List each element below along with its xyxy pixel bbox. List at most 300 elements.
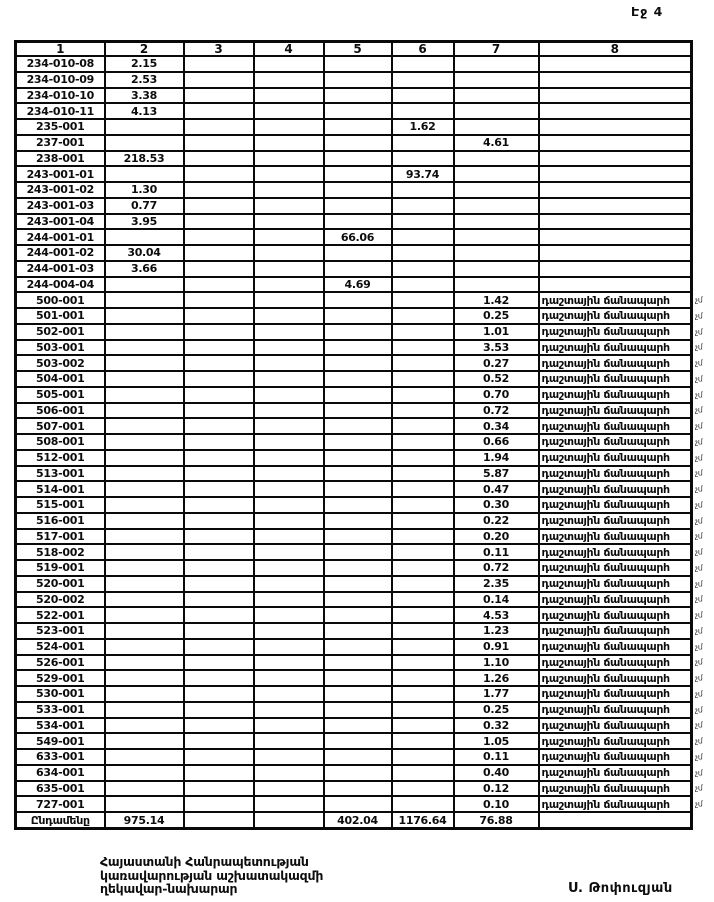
cell-col4 (254, 592, 324, 608)
cell-col1: 501-001 (16, 308, 105, 324)
cell-col7 (454, 88, 539, 104)
cell-col4 (254, 733, 324, 749)
cell-col2 (105, 796, 184, 812)
table-row (16, 450, 692, 466)
cell-col3 (184, 702, 254, 718)
cell-col5 (324, 340, 392, 356)
road-type-label: դաշտային ճանապարհ (541, 577, 670, 591)
cell-col6 (392, 403, 454, 419)
table-row (16, 466, 692, 482)
cell-col4 (254, 245, 324, 261)
table-row (16, 592, 692, 608)
cell-col5 (324, 434, 392, 450)
cell-col6 (392, 623, 454, 639)
table-row (16, 277, 692, 293)
cell-col7: 0.52 (454, 371, 539, 387)
cell-col5 (324, 733, 392, 749)
table-row (16, 796, 692, 812)
cell-col1: 520-001 (16, 576, 105, 592)
cell-col4 (254, 781, 324, 797)
cell-col5: 4.69 (324, 277, 392, 293)
cell-col1: 504-001 (16, 371, 105, 387)
cell-col6 (392, 418, 454, 434)
cell-col4 (254, 292, 324, 308)
column-header: 3 (184, 42, 254, 57)
cell-col6 (392, 277, 454, 293)
cell-col3 (184, 560, 254, 576)
road-type-label: դաշտային ճանապարհ (541, 561, 670, 575)
cell-col7: 0.32 (454, 718, 539, 734)
cell-col5 (324, 182, 392, 198)
margin-note: չմ (695, 547, 703, 557)
margin-note: չմ (695, 421, 703, 431)
cell-col2 (105, 544, 184, 560)
cell-col6 (392, 450, 454, 466)
cell-col2 (105, 718, 184, 734)
road-type-label: դաշտային ճանապարհ (541, 734, 670, 748)
cell-col7: 0.22 (454, 513, 539, 529)
margin-note: չմ (695, 484, 703, 494)
cell-col4 (254, 371, 324, 387)
cell-col2 (105, 513, 184, 529)
cell-col5 (324, 686, 392, 702)
cell-col1: 530-001 (16, 686, 105, 702)
cell-col6 (392, 639, 454, 655)
road-type-label: դաշտային ճանապարհ (541, 766, 670, 780)
cell-col3 (184, 166, 254, 182)
cell-col3 (184, 324, 254, 340)
cell-col4 (254, 702, 324, 718)
cell-col1: 508-001 (16, 434, 105, 450)
cell-col7: 0.70 (454, 387, 539, 403)
cell-col8 (539, 450, 703, 466)
table-row (16, 623, 692, 639)
cell-col5 (324, 529, 392, 545)
cell-col7 (454, 198, 539, 214)
cell-col3 (184, 513, 254, 529)
cell-col8 (539, 103, 692, 119)
cell-col7 (454, 72, 539, 88)
cell-col2 (105, 765, 184, 781)
cell-col8 (539, 72, 692, 88)
cell-col7 (454, 56, 539, 72)
cell-col8 (539, 198, 692, 214)
cell-col3 (184, 387, 254, 403)
cell-col3 (184, 371, 254, 387)
cell-col5 (324, 544, 392, 560)
cell-col7: 0.20 (454, 529, 539, 545)
cell-col6 (392, 670, 454, 686)
cell-col3 (184, 497, 254, 513)
cell-col3 (184, 56, 254, 72)
road-type-label: դաշտային ճանապարհ (541, 545, 670, 559)
cell-col7: 0.11 (454, 749, 539, 765)
road-type-label: դաշտային ճանապարհ (541, 718, 670, 732)
cell-col7: 3.53 (454, 340, 539, 356)
cell-col1: 243-001-03 (16, 198, 105, 214)
road-type-label: դաշտային ճանապարհ (541, 482, 670, 496)
cell-col3 (184, 607, 254, 623)
cell-col6: 93.74 (392, 166, 454, 182)
total-row (16, 812, 692, 829)
table-row (16, 513, 692, 529)
cell-col5 (324, 481, 392, 497)
cell-col3 (184, 151, 254, 167)
cell-col8 (539, 119, 692, 135)
cell-col7 (454, 103, 539, 119)
table-row (16, 639, 692, 655)
cell-col1: 503-001 (16, 340, 105, 356)
cell-col8 (539, 497, 703, 513)
cell-col4 (254, 324, 324, 340)
table-row (16, 481, 692, 497)
table-row (16, 198, 692, 214)
cell-col3 (184, 718, 254, 734)
cell-col6 (392, 308, 454, 324)
cell-col7 (454, 214, 539, 230)
cell-col4 (254, 513, 324, 529)
cell-col2 (105, 655, 184, 671)
margin-note: չմ (695, 783, 703, 793)
cell-col6 (392, 718, 454, 734)
cell-col6 (392, 702, 454, 718)
margin-note: չմ (695, 579, 703, 589)
cell-col7: 1.26 (454, 670, 539, 686)
margin-note: չմ (695, 657, 703, 667)
cell-col6 (392, 387, 454, 403)
cell-col8 (539, 513, 703, 529)
cell-col7: 0.30 (454, 497, 539, 513)
cell-col7: 1.42 (454, 292, 539, 308)
margin-note: չմ (695, 594, 703, 604)
cell-col8 (539, 796, 703, 812)
cell-col8 (539, 324, 703, 340)
cell-col2 (105, 781, 184, 797)
cell-col1: 727-001 (16, 796, 105, 812)
cell-col1: 237-001 (16, 135, 105, 151)
cell-col8 (539, 576, 703, 592)
cell-col3 (184, 623, 254, 639)
cell-col4 (254, 119, 324, 135)
cell-col4 (254, 277, 324, 293)
cell-col5 (324, 450, 392, 466)
table-row (16, 781, 692, 797)
cell-col7: 0.66 (454, 434, 539, 450)
cell-col5 (324, 781, 392, 797)
cell-col4 (254, 497, 324, 513)
cell-col7: 0.72 (454, 560, 539, 576)
road-type-label: դաշտային ճանապարհ (541, 640, 670, 654)
cell-col2 (105, 623, 184, 639)
margin-note: չմ (695, 342, 703, 352)
cell-col8 (539, 765, 703, 781)
cell-col4 (254, 670, 324, 686)
cell-col6 (392, 529, 454, 545)
cell-col5 (324, 655, 392, 671)
cell-col1: 244-001-02 (16, 245, 105, 261)
cell-col6 (392, 103, 454, 119)
cell-col4 (254, 151, 324, 167)
cell-col1: Ընդամենը (16, 812, 105, 829)
cell-col6 (392, 544, 454, 560)
table-row (16, 340, 692, 356)
table-row (16, 749, 692, 765)
cell-col5 (324, 198, 392, 214)
cell-col4 (254, 481, 324, 497)
table-row (16, 324, 692, 340)
cell-col6 (392, 229, 454, 245)
cell-col3 (184, 576, 254, 592)
cell-col3 (184, 481, 254, 497)
column-header: 1 (16, 42, 105, 57)
cell-col5 (324, 560, 392, 576)
road-type-label: դաշտային ճանապարհ (541, 498, 670, 512)
margin-note: չմ (695, 405, 703, 415)
cell-col2 (105, 403, 184, 419)
margin-note: չմ (695, 768, 703, 778)
cell-col1: 633-001 (16, 749, 105, 765)
cell-col2 (105, 450, 184, 466)
road-type-label: դաշտային ճանապարհ (541, 419, 670, 433)
cell-col3 (184, 765, 254, 781)
cell-col8 (539, 733, 703, 749)
cell-col2 (105, 607, 184, 623)
margin-note: չմ (695, 705, 703, 715)
cell-col8 (539, 529, 703, 545)
cell-col6 (392, 655, 454, 671)
cell-col7: 0.27 (454, 355, 539, 371)
cell-col1: 502-001 (16, 324, 105, 340)
data-table (14, 40, 703, 830)
cell-col7: 0.47 (454, 481, 539, 497)
cell-col2 (105, 529, 184, 545)
cell-col5 (324, 749, 392, 765)
cell-col7: 2.35 (454, 576, 539, 592)
margin-note: չմ (695, 390, 703, 400)
road-type-label: դաշտային ճանապարհ (541, 403, 670, 417)
road-type-label: դաշտային ճանապարհ (541, 325, 670, 339)
margin-note: չմ (695, 563, 703, 573)
cell-col1: 529-001 (16, 670, 105, 686)
road-type-label: դաշտային ճանապարհ (541, 340, 670, 354)
cell-col2: 2.15 (105, 56, 184, 72)
cell-col5 (324, 623, 392, 639)
cell-col7: 4.61 (454, 135, 539, 151)
cell-col5 (324, 292, 392, 308)
cell-col1: 244-001-03 (16, 261, 105, 277)
road-type-label: դաշտային ճանապարհ (541, 451, 670, 465)
cell-col8 (539, 686, 703, 702)
cell-col3 (184, 198, 254, 214)
table-row (16, 497, 692, 513)
road-type-label: դաշտային ճանապարհ (541, 671, 670, 685)
cell-col1: 634-001 (16, 765, 105, 781)
cell-col7: 1.10 (454, 655, 539, 671)
road-type-label: դաշտային ճանապարհ (541, 309, 670, 323)
cell-col1: 515-001 (16, 497, 105, 513)
cell-col2 (105, 639, 184, 655)
cell-col7 (454, 245, 539, 261)
cell-col3 (184, 340, 254, 356)
cell-col5 (324, 245, 392, 261)
cell-col4 (254, 607, 324, 623)
cell-col8 (539, 261, 692, 277)
road-type-label: դաշտային ճանապարհ (541, 514, 670, 528)
cell-col5 (324, 88, 392, 104)
margin-note: չմ (695, 642, 703, 652)
cell-col1: 234-010-09 (16, 72, 105, 88)
cell-col1: 635-001 (16, 781, 105, 797)
table-row (16, 560, 692, 576)
cell-col7: 0.14 (454, 592, 539, 608)
cell-col3 (184, 639, 254, 655)
cell-col3 (184, 229, 254, 245)
road-type-label: դաշտային ճանապարհ (541, 592, 670, 606)
cell-col6 (392, 245, 454, 261)
cell-col4 (254, 214, 324, 230)
cell-col2: 3.66 (105, 261, 184, 277)
cell-col1: 235-001 (16, 119, 105, 135)
cell-col6 (392, 135, 454, 151)
cell-col8 (539, 560, 703, 576)
cell-col6 (392, 796, 454, 812)
cell-col4 (254, 229, 324, 245)
cell-col3 (184, 214, 254, 230)
table-row (16, 166, 692, 182)
table-row (16, 576, 692, 592)
cell-col1: 234-010-10 (16, 88, 105, 104)
table-row (16, 308, 692, 324)
cell-col2: 1.30 (105, 182, 184, 198)
cell-col2: 4.13 (105, 103, 184, 119)
table-head-row (16, 42, 692, 57)
cell-col3 (184, 796, 254, 812)
cell-col5 (324, 308, 392, 324)
cell-col4 (254, 103, 324, 119)
margin-note: չմ (695, 799, 703, 809)
cell-col6: 1176.64 (392, 812, 454, 829)
cell-col1: 243-001-04 (16, 214, 105, 230)
cell-col2 (105, 292, 184, 308)
cell-col3 (184, 749, 254, 765)
cell-col8 (539, 670, 703, 686)
cell-col1: 523-001 (16, 623, 105, 639)
footer-line-2: կառավարության աշխատակազմի (100, 867, 324, 883)
table-row (16, 544, 692, 560)
cell-col1: 244-004-04 (16, 277, 105, 293)
cell-col7: 1.05 (454, 733, 539, 749)
cell-col5: 402.04 (324, 812, 392, 829)
footer-office-block (100, 855, 323, 896)
table-row (16, 403, 692, 419)
table-row (16, 229, 692, 245)
column-header: 7 (454, 42, 539, 57)
cell-col2 (105, 135, 184, 151)
margin-note: չմ (695, 374, 703, 384)
cell-col3 (184, 592, 254, 608)
cell-col7: 0.10 (454, 796, 539, 812)
cell-col2 (105, 670, 184, 686)
cell-col2: 218.53 (105, 151, 184, 167)
cell-col1: 514-001 (16, 481, 105, 497)
margin-note: չմ (695, 327, 703, 337)
cell-col5 (324, 497, 392, 513)
cell-col5 (324, 324, 392, 340)
cell-col2 (105, 418, 184, 434)
cell-col1: 507-001 (16, 418, 105, 434)
cell-col1: 243-001-01 (16, 166, 105, 182)
cell-col3 (184, 88, 254, 104)
cell-col2 (105, 592, 184, 608)
signature-name: Ս. Թոփուզյան (568, 881, 673, 896)
cell-col8 (539, 812, 692, 829)
cell-col4 (254, 182, 324, 198)
table-row (16, 245, 692, 261)
cell-col7: 1.94 (454, 450, 539, 466)
road-type-label: դաշտային ճանապարհ (541, 797, 670, 811)
table-row (16, 371, 692, 387)
cell-col8 (539, 151, 692, 167)
cell-col6 (392, 497, 454, 513)
road-type-label: դաշտային ճանապարհ (541, 750, 670, 764)
cell-col1: 549-001 (16, 733, 105, 749)
road-type-label: դաշտային ճանապարհ (541, 608, 670, 622)
cell-col5 (324, 592, 392, 608)
cell-col2 (105, 560, 184, 576)
cell-col1: 244-001-01 (16, 229, 105, 245)
cell-col6 (392, 481, 454, 497)
cell-col5: 66.06 (324, 229, 392, 245)
cell-col2 (105, 355, 184, 371)
table-row (16, 56, 692, 72)
cell-col4 (254, 418, 324, 434)
cell-col2 (105, 308, 184, 324)
cell-col5 (324, 103, 392, 119)
cell-col8 (539, 466, 703, 482)
cell-col8 (539, 135, 692, 151)
cell-col8 (539, 623, 703, 639)
cell-col2 (105, 324, 184, 340)
cell-col2 (105, 702, 184, 718)
cell-col1: 505-001 (16, 387, 105, 403)
cell-col7: 4.53 (454, 607, 539, 623)
cell-col4 (254, 576, 324, 592)
cell-col7: 0.12 (454, 781, 539, 797)
cell-col2: 975.14 (105, 812, 184, 829)
cell-col4 (254, 261, 324, 277)
cell-col1: 517-001 (16, 529, 105, 545)
cell-col2 (105, 119, 184, 135)
cell-col8 (539, 308, 703, 324)
cell-col3 (184, 544, 254, 560)
table-row (16, 292, 692, 308)
margin-note: չմ (695, 295, 703, 305)
margin-note: չմ (695, 626, 703, 636)
table-row (16, 655, 692, 671)
cell-col2 (105, 733, 184, 749)
road-type-label: դաշտային ճանապարհ (541, 293, 670, 307)
cell-col4 (254, 544, 324, 560)
cell-col1: 516-001 (16, 513, 105, 529)
cell-col1: 534-001 (16, 718, 105, 734)
cell-col7: 76.88 (454, 812, 539, 829)
cell-col8 (539, 292, 703, 308)
cell-col3 (184, 733, 254, 749)
cell-col3 (184, 434, 254, 450)
cell-col4 (254, 387, 324, 403)
road-type-label: դաշտային ճանապարհ (541, 655, 670, 669)
cell-col5 (324, 151, 392, 167)
